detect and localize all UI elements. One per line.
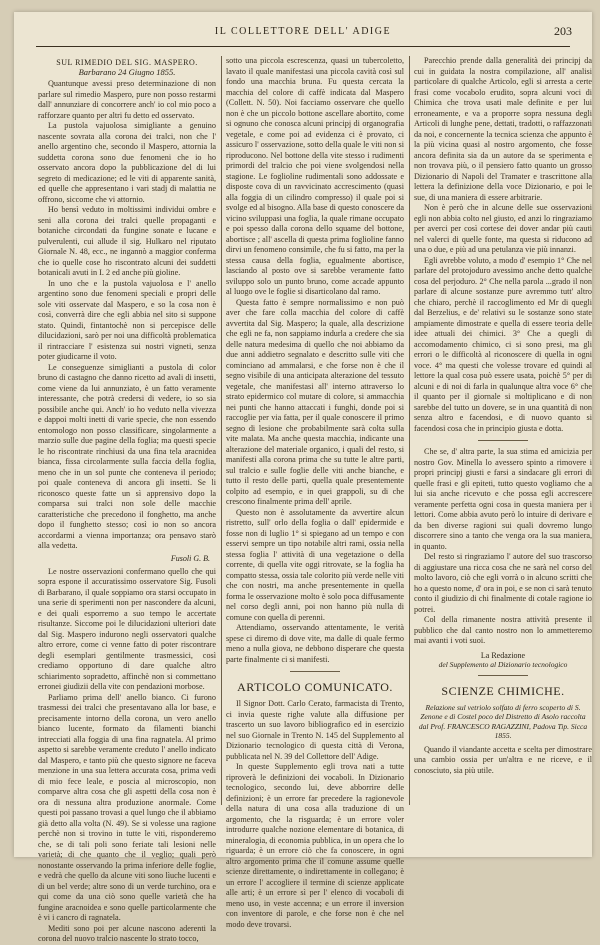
paragraph: Col della rimanente nostra attività presente il pubblico che dal canto nostro non lo ammetteremo mai avanti i voti suoi. [414,615,592,645]
paragraph: sotto una piccola escrescenza, quasi un tubercoletto, lavato il quale manifestasi una piccola cavità così sul fondo una macchia bruna. Fu questa cercata la macchia del colore di caffè indicata dal Maspero (Collett. N. 50). Noi facciamo osservare che quello non è che un piccolo bottone ascellare abortito, come si ognuno che conosca alcuni principj di organografia vegetale, e come poi ad evidenza ci è provato, ci assicuro l' osservazione, sotto della quale le viti non si riproducono. Nel bottone della vite stesso i rudimenti primordi del tralcio che poi viene svolgendosi nella stagione. Le foglioline rudimentali sono addossate e disposte cova di un ravvicinato accrescimento (quasi alla foggia di un cilindro compresso) il quale poi si svolge ed al bisogno. Alla base di questo conoscere da vicino sviluppasi una foglia, la quale rimane occupato e poi spesso dalla corona dello squame del bottone, abortisce ; all' ascella di questa prima foglioline fanno dirvi un fenomeno consimile, che fu si fatto, ma per la stessa causa della foglia, egualmente abortisce, lasciando al posto ove si sarebbe veramente fatto sviluppo solo un punto bruno, come accade appunto al luogo ove le foglie si disarticolano dal ramo. [226,56,404,296]
article-signature: Fusoli G. B. [170,553,210,563]
paragraph: Ho bensì veduto in moltissimi individui ombre e seni alla corona dei tralci quelle propaganti e botaniche circondati da fungine sonate e lucane e pulverulenti, cui allude il sig. Hulkaro nel riputato Giornale N. 48, ecc., ne ingannò a maggior conferma che io quelle cose ho riscontrato alcuni dei suddetti botanicali avuti in I. 2 ed anche più gioline. [38,205,216,277]
section-title: ARTICOLO COMUNICATO. [237,680,393,694]
page-header [24,24,582,44]
columns [38,56,592,943]
section-divider [478,440,528,441]
citation: Relazione sul vetriolo solfato di ferro scoperto di S. Zenone e di Costel poco del Distretto di Asolo raccolta dal Prof. FRANCESCO RAGAZZINI, Padova Tip. Sicca 1855. [418,702,588,740]
paragraph: Del resto si ringraziamo l' autore del suo trascorso di aggiustare una ricca cosa che ne sarà nel corso del molto lavoro, ciò che egli vorrà o in alcuno scritti che ho a questo nome, d' ora in poi, e se non ci sarà tenuto conto il giudizio di chi finalmente di cotale ragione io potrei. [414,552,592,614]
column-1 [38,56,216,943]
column-2 [226,56,404,929]
paragraph: Che se, d' altra parte, la sua stima ed amicizia per nostro Gov. Minella lo avessero spinto a rimovere i propri principj giusti e farsi a sindacare gli errori di quelle frasi e gli epiteti, tutto questo vogliamo che a lui sia anche ricevuto e che possa egli accrescere veramente perfetta ogni cosa in questa maniera per i lettori. Come abbia avuto però lo intuire di derivare e da ben diverse ragioni sui quali dovremo lungo discorrere sino a tanto che venga ora la sua maniera, in quanto. [414,447,592,551]
section-divider [478,675,528,676]
paragraph: Questo non è assolutamente da avvertire alcun ristretto, sull' orlo della foglia o dall' epidermide e fosse non di luglio 1° si spiegano ad un tempo e con esservi sempre un tipo notabile altri rami, ossia nella stessa foglia l' attività di una vegetazione o della corrente, di quella vite oggi ritrovate, se la foglia ha compatto stessa, ossia tale colorito più verde nelle viti che con nostri, ma anche presentemente in quella forma le osservazione molto è solo poca diffusamente nel corso degli anni, poi non hanno più nulla di comune con quella di perenni. [226,507,404,622]
column-divider [221,56,222,805]
paragraph: Le conseguenze simiglianti a pustola di color bruno di castagno che danno ricetto ad avali di insetti, come viene da lui annunziato, è un fatto veramente interessante, che potrà credersi di vedere, io so sia possibile anche qui. Anch' io ho veduto nella vivezza e dappoi molti inetti di varie specie, che non essendo entomologo non posso classificare, singolarmente a marzio sulle due pagine della foglia; ma questi specie le ho riscontrate rinchiusi da una fina tela aracnidea bianca, fissa circolarmente sulla faccia della foglia, meno che in un sol punte che conteneva il periodo; poi quale conteneva di ancora gli insetti. Se li riconosco queste fatte un sì apprensivo dopo la comparsa sui tralci non sole delle macchie caratteristiche che precedono il fonghetto, ma anche dopo il funghetto stesso; così io non so ancora accordarmi a vienna importanza; ora pensavo starò alla vedetta. [38,362,216,550]
column-divider [409,56,410,805]
paragraph: Questa fatto è sempre normalissimo e non può aver che fare colla macchia del colore di caffè avvertita dal Sig. Maspero; la quale, alla descrizione che egli ne fa, non sappiamo indurla a credere che sia delle natura medesima di quello che noi abbiamo da due anni addietro segnalato e descritto sulle viti che cominciano ad ammalarsi, e che forse non è che il segno visibile di una anticipata alterazione del tessuto vegetale, che manifestasi all' interno attraverso lo strato epidermico col mutare di colore, si ammacchia nei punti che hanno attaccati i funghi, donde poi si raccoglie per via fatta, per il quale conoscere il primo segno di lesione che probabilmente sarà colta sulla vite malata. Ma anche questa macchia, indicante una alterazione del materiale organico, i quali del resto, si manifesti alla corona prima che su tutte le altre parti, sul tralcio e sulle foglie delle viti anche bianche, e tutto il resto delle parti, quella quale presentemente colpito ad esempio, e in quei grappoli, su di che crescono finalmente prima dell' aprile. [226,297,404,506]
paragraph: Egli avrebbe voluto, a modo d' esempio 1° Che nel parlare del protojoduro avessimo anche detto qualche cosa del perjoduro. 2° Che nella parola ...grado il non parlare di alcune sostanze pure avremmo tutt' altro che chiaro, perchè il raccoglimento ed Mr di quegli dal Berzelius, e de' relativi su le sostanze sono state ampiamente dimostrate e quella di essere teoria delle idee attuali dei chimici. 3° Che a quegli di accomodamento chimico, ci si sono presi, ma gli errori o le difficoltà al riconoscere di quella in ogni voce. 4° ma questi che volesse trovare ed quindi al lettore la qual cosa può essere usata, poichè 5° per di alcuni e di noi di farla in qualunque altra voce 6° che il quanto per il giornale si moltiplicano e di non sarebbe del tutto un dovere, se in una quantità di non senza altro e facendosi, e di nuovo quanto si facendosi cosa che in principio giusta e dotta. [414,255,592,433]
paragraph: Quantunque avessi preso determinazione di non parlare sul rimedio Maspero, pure non posso restarmi dall' annunziare di concorrere anch' io col mio poco a rafforzare quanto per altri fu detto ed osservato. [38,79,216,120]
paragraph: Attendiamo, osservando attentamente, le verità spese ci diremo di dove vite, ma dalle di quale fermo meno a nulla giova, ne debbono disperare che questa parte finalmente ci si manifesti. [226,623,404,664]
section-title: SCIENZE CHIMICHE. [441,683,565,698]
paragraph: La pustola vajuolosa simigliante a genuino nascente sovrata alla corona dei tralci, non che l' anello argentino che, secondo il Maspero, attornia la suddetta corona sono due fenomeni che io ho osservato ancora dopo la pubblicazione del di lui segreto di medicazione; ed le viti di apparente sanità, ed quelle che appresentano i vari stadj di malattia ne offrono, siccome che vi attornio. [38,121,216,204]
paragraph: Quando il viandante accetta e scelta per dimostrare una cambio ossia per un'altra e ne riceve, e il conosciuto, sia più utile. [414,744,592,775]
header-rule [36,46,570,47]
paragraph: Parliamo prima dell' anello bianco. Ci furono trasmessi dei tralci che presentavano alla lor base, e precisamente intorno della corona, un vero anello bianco lucente, formato da filamenti bianchi intrecciati alla foggia di una fina ragnatela. Al primo aspetto si sarebbe veramente creduto l' anello indicato dal Maspero, e tanto più che questo signore ne faceva menzione in una sua lettera accurata cosa, prima vedi di mio fece leale, e poscia al microscopio, non comparve altra cosa che gli aspetti della cosa non è ora di nessuna altra produzione anormale. Come questi poi passano trovasi a quel lungo che il abbiamo già detto alla volta (N. 49). Se si volesse una ragione perchè non si trovino in tutte le viti, risponderemo che, se di tali poli sono feriate tali lesioni nelle varietà; di che quanto che il veglio; quali però nonostante osservando la prima inferiore delle foglie, e vedrà che quello da alcune viti sono lìuche lucenti e di un bel verde; altre sono di un verde turchino, ora e qui come da una ciò sono quelle varietà che ha fungine aracnoidea e sono quelle particolarmente che è vi i cancro di ragnatela. [38,692,216,922]
article-dateline: Barbarano 24 Giugno 1855. [78,67,176,77]
section-divider [290,671,340,672]
editor-signature-sub: del Supplemento al Dizionario tecnologico [438,659,568,669]
paragraph: Il Signor Dott. Carlo Cerato, farmacista di Trento, ci invia queste righe valute alla diffusione per trascerto un suo lavoro bibliografico ed in esercizio nel suo Giornale in Trento N. 145 del Supplemento al Dizionario tecnologico di questa città di Verona, pubblicata nel N. 39 del Collettore dell' Adige. [226,699,404,761]
paragraph: Non è però che in alcune delle sue osservazioni egli non abbia colto nel giusto, ed anzi lo ringraziamo per averci per così cortese dei dover andar più cauti nel valerci di quelle fonte, ma questa si riducono ad una o due, e più ad una petulanza vie più innanzi. [414,203,592,254]
article-headline: SUL RIMEDIO DEL SIG. MASPERO. [56,58,198,67]
paragraph: Le nostre osservazioni confermano quello che qui sopra espone il accuratissimo osservatore Sig. Fusoli di Barbarano, il quale soppiamo ora starsi occupato in una serie di sperimenti non per nascondere da alcuni, e dei quali esporremo a suo tempo le accertate risultanze. Siccome poi le dilucidazioni ulteriori date dal Sig. Maspero indurono negli osservatori qualche altro errore, come ci venne fatto di poter riscontrare degli esemplari gentilmente trasmessici, così crediamo opportuno di dare qualche altro schiarimento sopradetto, affinchè non si commettano erronei giudizii della vite con pendazioni morbose. [38,566,216,691]
running-title: IL COLLETTORE DELL' ADIGE [214,26,392,37]
page-number: 203 [554,24,572,38]
paragraph: Parecchio prende dalla generalità dei principj da cui in guidata la nostra compilazione, all' analisi particolare di qualche Articolo, egli si arresta a certe frasi come vocabolo erudito, sopra alcuni voci di Chimica che trova usati male definite e per lui erroneamente, e va a proporre sopra nessuna degli Articoli di lunghe pene, dettati, tradotti, o raffazzonati da noi, e concernente la tecnica scienza che appunto è la più vicina quasi al nostro argomento, che fosse ancora definita sia da un autore da se sperimenta e non trovava più, o il pensiero fatto quanto un grosso Dizionario di Napoli del Tramater e trascrittone alla lettera la definizione della voce Dizionario, e poi le sue, di una maniera di essere arbitrarie. [414,56,592,202]
paragraph: In queste Supplemento egli trova nati a tutte riproverà le definizioni dei vocaboli. In Dizionario tecnologico, secondo lui, deve abborrire delle definizioni; è un errore far precedere la ragionevole della natura di una cosa alla traduzione di un argomento, che la risguarda; è un errore voler introdurre qualche nozione elementare di botanica, di mineralogia, di economia pubblica, in un opera che lo riguarda; è un errore ciò che fa conoscere, in ogni altro argomento prima che il comune assume quelle scienze direttamente, o indirettamente in collegano; è un errore l' accogliere il termine di scienze applicate alle arti; è un errore sì per l' elenco di vocaboli di meno uso, in veste accenna; e un errore il inversion con inventore di parole, e che forse non è che nel modo deve trovarsi. [226,762,404,929]
paragraph: Mediti sono poi per alcune nascono aderenti la corona del nuovo tralcio nascente lo strato tocco, [38,923,216,943]
editor-signature: La Redazione [480,650,526,660]
column-3 [414,56,592,845]
newspaper-page [14,12,592,943]
paragraph: In uno che e la pustola vajuolosa e l' anello argentino sono due fenomeni speciali e propri delle sole viti osservate dal Maspero, e so la cosa non è così, converrà dire che egli abbia nel sito si suppone stato. Quindi, fintantochè non si percepisce delle dilucidazioni, sarò per noi una difficoltà problematica il rintracciare l' esistenza sui nostri vigneti, senza poter giudicarne il voto. [38,278,216,361]
